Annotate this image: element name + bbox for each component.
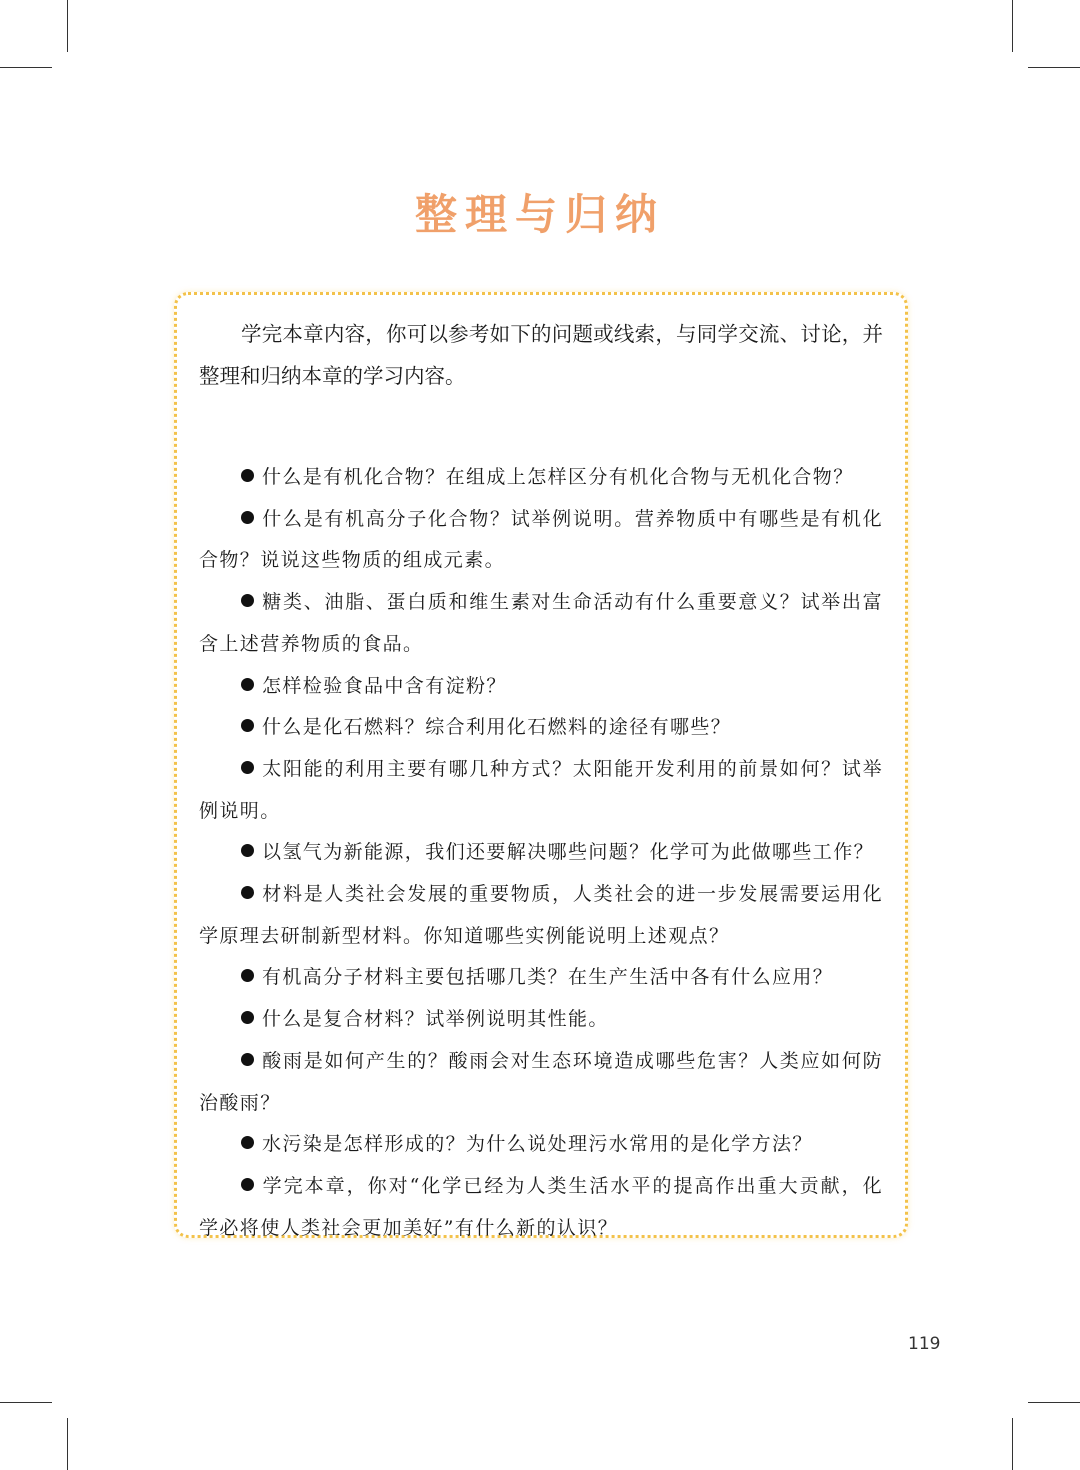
list-item <box>199 957 883 999</box>
list-item-text: 学完本章，你对“化学已经为人类生活水平的提高作出重大贡献，化学必将使人类社会更加美好”有什么新的认识？ <box>199 1174 883 1239</box>
crop-mark-bottom-left-vertical <box>67 1418 68 1470</box>
crop-mark-bottom-right-horizontal <box>1028 1402 1080 1403</box>
list-item-text: 什么是有机高分子化合物？试举例说明。营养物质中有哪些是有机化合物？说说这些物质的组成元素。 <box>199 507 883 572</box>
list-item-text: 以氢气为新能源，我们还要解决哪些问题？化学可为此做哪些工作？ <box>262 841 875 864</box>
list-item <box>199 582 883 665</box>
bullet-icon <box>241 1011 254 1024</box>
bullet-icon <box>241 969 254 982</box>
crop-mark-top-right-horizontal <box>1028 67 1080 68</box>
list-item-text: 有机高分子材料主要包括哪几类？在生产生活中各有什么应用？ <box>262 966 834 989</box>
list-item-text: 怎样检验食品中含有淀粉？ <box>262 674 507 697</box>
list-item <box>199 1124 883 1166</box>
page-title: 整理与归纳 <box>414 190 665 239</box>
page-number: 119 <box>908 1334 941 1354</box>
crop-mark-bottom-right-vertical <box>1012 1418 1013 1470</box>
list-item-text: 材料是人类社会发展的重要物质，人类社会的进一步发展需要运用化学原理去研制新型材料。你知道哪些实例能说明上述观点？ <box>199 883 883 947</box>
list-item <box>199 666 883 708</box>
intro-paragraph: 学完本章内容，你可以参考如下的问题或线索，与同学交流、讨论，并整理和归纳本章的学习内容。 <box>199 322 883 388</box>
crop-mark-bottom-left-horizontal <box>0 1402 52 1403</box>
list-item <box>199 457 883 499</box>
list-item <box>199 874 883 957</box>
list-item-text: 水污染是怎样形成的？为什么说处理污水常用的是化学方法？ <box>262 1133 813 1156</box>
list-item-text: 太阳能的利用主要有哪几种方式？太阳能开发利用的前景如何？试举例说明。 <box>199 757 883 822</box>
list-item-text: 什么是化石燃料？综合利用化石燃料的途径有哪些？ <box>262 716 732 739</box>
bullet-icon <box>241 844 254 857</box>
list-item <box>199 499 883 582</box>
list-item-text: 酸雨是如何产生的？酸雨会对生态环境造成哪些危害？人类应如何防治酸雨？ <box>199 1049 883 1114</box>
bullet-icon <box>241 1053 254 1066</box>
list-item <box>199 832 883 874</box>
list-item-text: 什么是复合材料？试举例说明其性能。 <box>262 1008 609 1031</box>
crop-mark-top-left-vertical <box>67 0 68 52</box>
summary-box <box>174 292 908 1238</box>
bullet-icon <box>241 886 254 899</box>
bullet-icon <box>241 719 254 732</box>
list-item <box>199 999 883 1041</box>
list-item <box>199 707 883 749</box>
bullet-icon <box>241 469 254 482</box>
bullet-icon <box>241 594 254 607</box>
bullet-icon <box>241 511 254 524</box>
question-list <box>199 457 883 1249</box>
list-item <box>199 1166 883 1249</box>
bullet-icon <box>241 1178 254 1191</box>
list-item <box>199 749 883 832</box>
list-item-text: 什么是有机化合物？在组成上怎样区分有机化合物与无机化合物？ <box>262 466 854 488</box>
crop-mark-top-left-horizontal <box>0 67 52 68</box>
crop-mark-top-right-vertical <box>1012 0 1013 52</box>
bullet-icon <box>241 761 254 774</box>
list-item-text: 糖类、油脂、蛋白质和维生素对生命活动有什么重要意义？试举出富含上述营养物质的食品。 <box>199 591 883 655</box>
bullet-icon <box>241 678 254 691</box>
list-item <box>199 1041 883 1124</box>
bullet-icon <box>241 1136 254 1149</box>
